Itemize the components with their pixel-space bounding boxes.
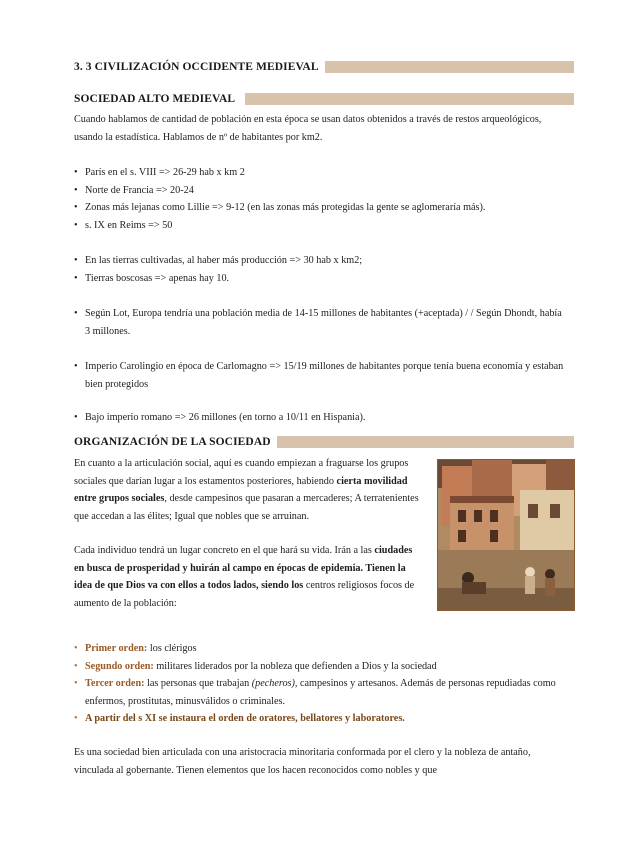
list-item: • Tierras boscosas => apenas hay 10. [74, 270, 566, 288]
section-bar [277, 436, 574, 448]
roman-list [74, 409, 566, 427]
intro-paragraph: Cuando hablamos de cantidad de población en esta época se usan datos obtenidos a través de restos arqueológicos, usando la estadística. Hablamos de nº de habitantes por km2. [74, 114, 542, 143]
title-bar [325, 61, 574, 73]
paragraph-mobility: En cuanto a la articulación social, aquí es cuando empiezan a fraguarse los grupos sociales que darían lugar a los estamentos posteriores, habiendo cierta movilidad entre grupos sociales, desde campesinos que pasaran a mercaderes; A terratenientes que accedan a las élites; Igual que nobles que se arruinan. [74, 458, 419, 522]
closing-paragraph: Es una sociedad bien articulada con una aristocracia minoritaria conformada por el clero y la nobleza de antaño, vinculada al gobernante. Tienen elementos que los hacen reconocidos como nobles y que [74, 747, 531, 776]
section-heading-text: ORGANIZACIÓN DE LA SOCIEDAD [74, 436, 271, 448]
highlight-mobility: cierta movilidad entre grupos sociales [74, 475, 408, 504]
section-heading-text: SOCIEDAD ALTO MEDIEVAL [74, 93, 236, 105]
page-title [74, 61, 574, 73]
list-item: • En las tierras cultivadas, al haber más producción => 30 hab x km2; [74, 252, 566, 270]
orders-section [74, 640, 566, 728]
section-heading-organizacion [74, 436, 574, 448]
carolingian-list [74, 358, 566, 393]
section-bar [245, 93, 574, 105]
list-item: • Tercer orden: las personas que trabajan (pecheros), campesinos y artesanos. Además de personas repudiadas como enfermos, prostitutas, minusválidos o criminales. [74, 675, 566, 710]
paragraph-individual: Cada individuo tendrá un lugar concreto en el que hará su vida. Irán a las ciudades en busca de prosperidad y huirán al campo en épocas de epidemia. Tienen la idea de que Dios va con ellos a todos lados, siendo los centros religiosos focos de aumento de la población: [74, 545, 415, 609]
medieval-city-painting [437, 459, 575, 611]
list-item: • Norte de Francia => 20-24 [74, 182, 566, 200]
list-item: • s. IX en Reims => 50 [74, 217, 566, 235]
section-heading-sociedad [74, 93, 574, 105]
section-sociedad-body [74, 111, 566, 427]
list-item: • Bajo imperio romano => 26 millones (en torno a 10/11 en Hispania). [74, 409, 566, 427]
organizacion-text [74, 455, 420, 612]
land-list [74, 252, 566, 287]
list-item: • Segundo orden: militares liderados por la nobleza que defienden a Dios y la sociedad [74, 658, 566, 676]
population-list [74, 305, 566, 340]
highlight-cities: ciudades en busca de prosperidad y huirán al campo en épocas de epidemia. Tienen la idea de que Dios va con ellos a todos lados, siendo los [74, 545, 413, 591]
list-item: • Primer orden: los clérigos [74, 640, 566, 658]
list-item: • A partir del s XI se instaura el orden de oratores, bellatores y laboratores. [74, 710, 566, 728]
density-list [74, 164, 566, 234]
list-item: • Imperio Carolingio en época de Carlomagno => 15/19 millones de habitantes porque tenía buena economía y estaban bien protegidos [74, 358, 566, 393]
list-item: • París en el s. VIII => 26-29 hab x km 2 [74, 164, 566, 182]
page-title-text: 3. 3 CIVILIZACIÓN OCCIDENTE MEDIEVAL [74, 61, 319, 73]
list-item: • Zonas más lejanas como Lillie => 9-12 (en las zonas más protegidas la gente se aglomeraría más). [74, 199, 566, 217]
list-item: • Según Lot, Europa tendría una población media de 14-15 millones de habitantes (+aceptada) / / Según Dhondt, había 3 millones. [74, 305, 566, 340]
orders-list [74, 640, 566, 728]
